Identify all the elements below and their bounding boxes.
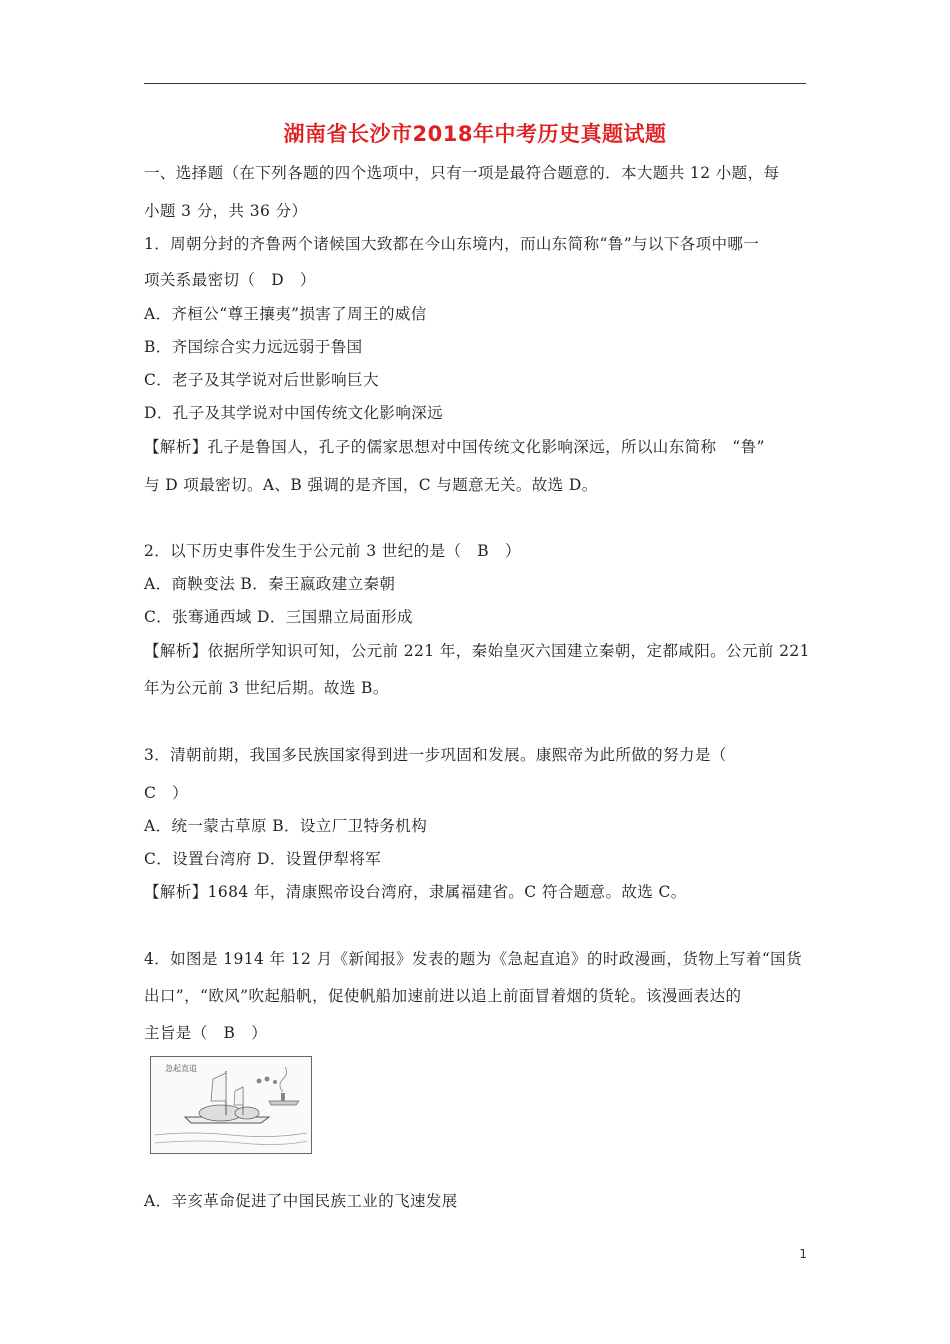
q1-analysis-cont: 与 D 项最密切。A、B 强调的是齐国，C 与题意无关。故选 D。	[144, 476, 598, 494]
q4-option-a: A．辛亥革命促进了中国民族工业的飞速发展	[144, 1192, 458, 1210]
q3-options-cd: C．设置台湾府 D．设置伊犁将军	[144, 850, 382, 868]
question-4-cont-2: 主旨是（ B ）	[144, 1024, 268, 1042]
header-rule	[144, 83, 806, 84]
q1-option-b: B．齐国综合实力远远弱于鲁国	[144, 338, 363, 356]
document-title: 湖南省长沙市2018年中考历史真题试题	[283, 122, 667, 146]
q1-option-c: C．老子及其学说对后世影响巨大	[144, 371, 379, 389]
question-1-cont: 项关系最密切（ D ）	[144, 271, 316, 289]
question-3: 3．清朝前期，我国多民族国家得到进一步巩固和发展。康熙帝为此所做的努力是（	[144, 746, 727, 764]
q2-options-cd: C．张骞通西域 D．三国鼎立局面形成	[144, 608, 413, 626]
question-1: 1．周朝分封的齐鲁两个诸候国大致都在今山东境内，而山东简称“鲁”与以下各项中哪一	[144, 235, 760, 253]
question-2: 2．以下历史事件发生于公元前 3 世纪的是（ B ）	[144, 542, 521, 560]
q2-analysis-cont: 年为公元前 3 世纪后期。故选 B。	[144, 679, 389, 697]
q3-analysis: 【解析】1684 年，清康熙帝设台湾府，隶属福建省。C 符合题意。故选 C。	[144, 883, 687, 901]
q1-analysis: 【解析】孔子是鲁国人，孔子的儒家思想对中国传统文化影响深远，所以山东简称 “鲁”	[144, 438, 765, 456]
cartoon-caption: 急起直追	[165, 1064, 197, 1073]
q1-option-a: A．齐桓公“尊王攘夷”损害了周王的威信	[144, 305, 427, 323]
q2-options-ab: A．商鞅变法 B．秦王嬴政建立秦朝	[144, 575, 396, 593]
page-number: 1	[799, 1247, 807, 1261]
question-4-cont: 出口”，“欧风”吹起船帆，促使帆船加速前进以追上前面冒着烟的货轮。该漫画表达的	[144, 987, 742, 1005]
section-heading-cont: 小题 3 分，共 36 分）	[144, 202, 308, 220]
cartoon-figure	[150, 1056, 312, 1154]
q1-option-d: D．孔子及其学说对中国传统文化影响深远	[144, 404, 444, 422]
question-3-cont: C ）	[144, 784, 189, 802]
q3-options-ab: A．统一蒙古草原 B．设立厂卫特务机构	[144, 817, 428, 835]
section-heading: 一、选择题（在下列各题的四个选项中，只有一项是最符合题意的．本大题共 12 小题，每	[144, 164, 780, 182]
cartoon-sketch	[151, 1057, 311, 1153]
q2-analysis: 【解析】依据所学知识可知，公元前 221 年，秦始皇灭六国建立秦朝，定都咸阳。公元前 221	[144, 642, 810, 660]
question-4: 4．如图是 1914 年 12 月《新闻报》发表的题为《急起直追》的时政漫画，货物上写着“国货	[144, 950, 802, 968]
